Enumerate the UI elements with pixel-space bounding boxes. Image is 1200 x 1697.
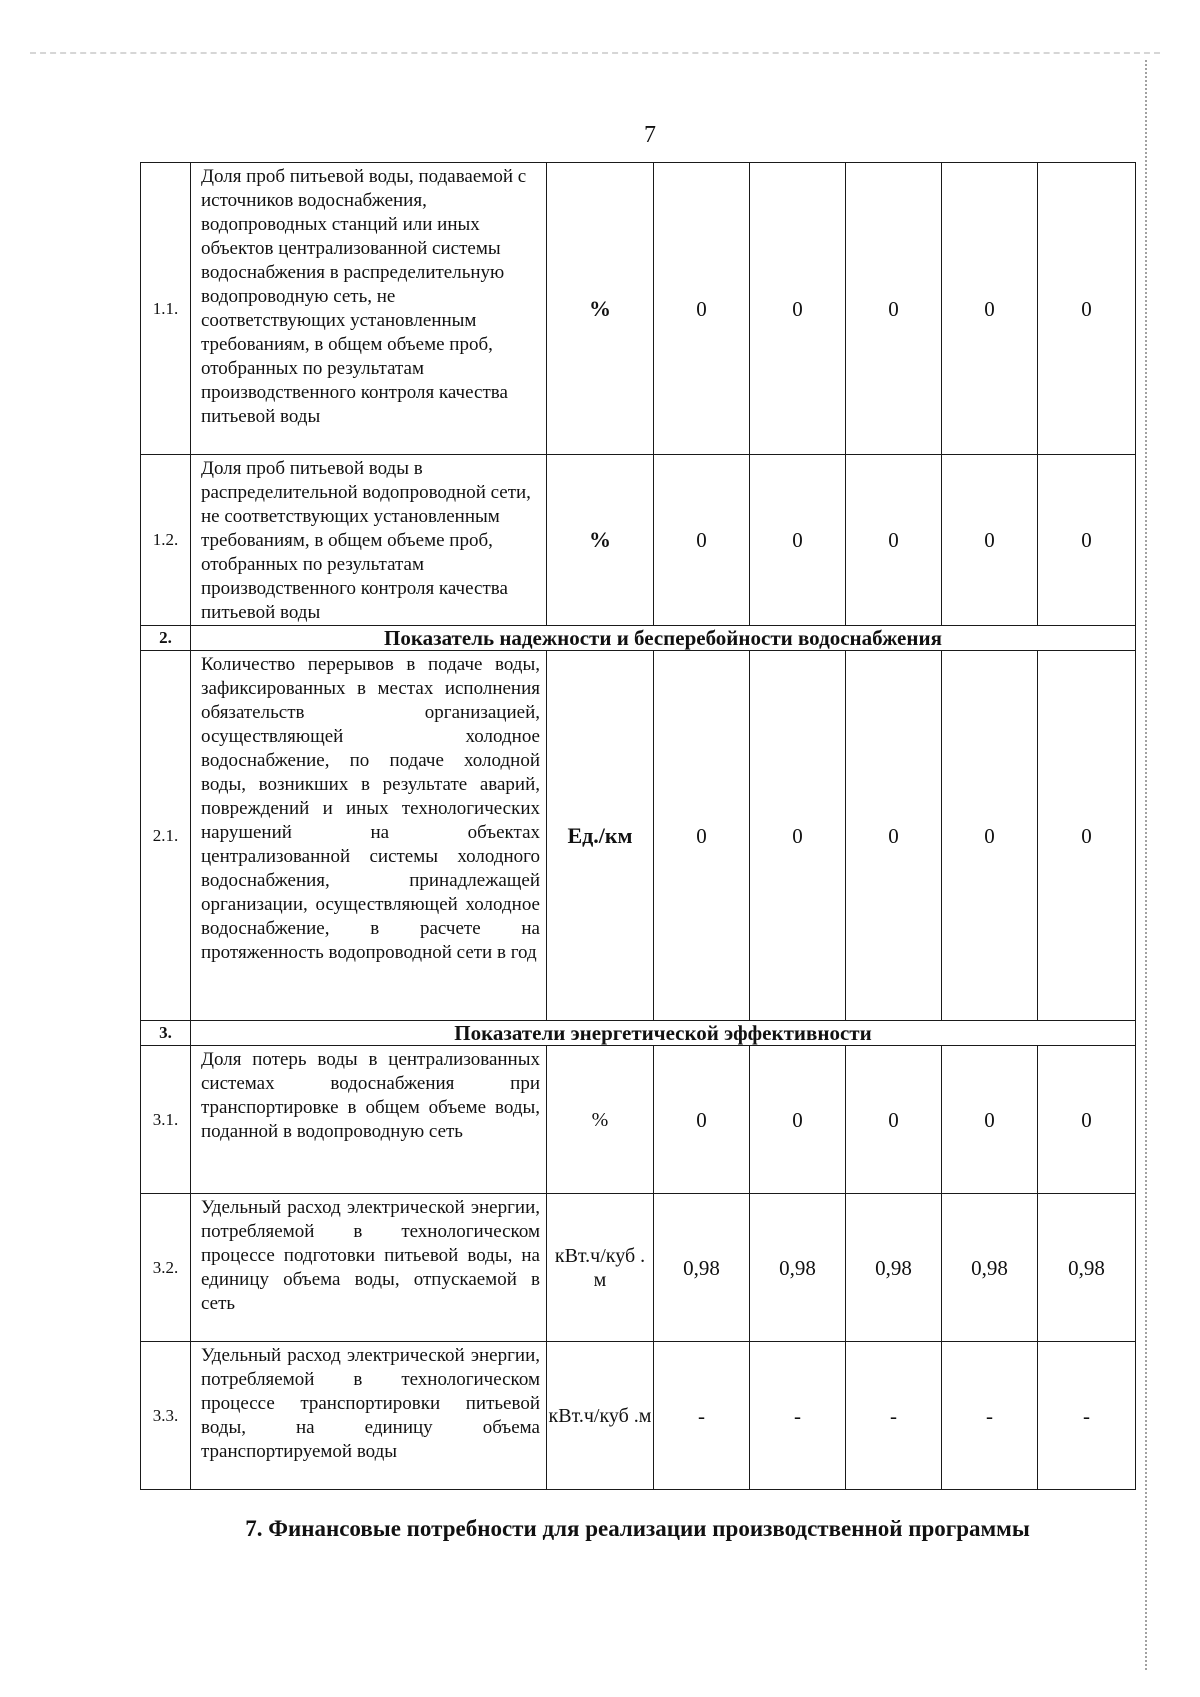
indicator-description: Доля проб питьевой воды, подаваемой с источников водоснабжения, водопроводных станций или иных объектов централизованной системы водоснабжения в распределительную водопроводную сеть, не соответствующих установленным требованиям, в общем объеме проб, отобранных по результатам производственного контроля качества питьевой воды	[191, 163, 547, 455]
unit-cell: кВт.ч/куб .м	[547, 1342, 654, 1490]
section-number: 3.	[141, 1021, 191, 1046]
section-heading-financial-needs: 7. Финансовые потребности для реализации производственной программы	[245, 1516, 1030, 1541]
row-number: 1.2.	[141, 455, 191, 626]
value-cell: 0	[846, 163, 942, 455]
value-cell: 0	[942, 651, 1038, 1021]
value-cell: 0	[654, 1046, 750, 1194]
indicator-description: Доля потерь воды в централизованных системах водоснабжения при транспортировке в общем объеме воды, поданной в водопроводную сеть	[191, 1046, 547, 1194]
value-cell: 0	[942, 1046, 1038, 1194]
value-cell: 0	[654, 163, 750, 455]
value-cell: -	[654, 1342, 750, 1490]
table-row	[141, 1194, 1136, 1342]
unit-cell: %	[547, 455, 654, 626]
value-cell: -	[846, 1342, 942, 1490]
indicator-description: Удельный расход электрической энергии, потребляемой в технологическом процессе транспортировки питьевой воды, на единицу объема транспортируемой воды	[191, 1342, 547, 1490]
table-row	[141, 455, 1136, 626]
value-cell: 0,98	[750, 1194, 846, 1342]
page-number: 7	[644, 122, 656, 148]
table-row	[141, 1046, 1136, 1194]
value-cell: 0	[1038, 163, 1136, 455]
value-cell: 0,98	[654, 1194, 750, 1342]
value-cell: 0	[750, 163, 846, 455]
section-number: 2.	[141, 626, 191, 651]
section-title: Показатели энергетической эффективности	[191, 1021, 1136, 1046]
indicators-table	[140, 162, 1136, 1490]
value-cell: 0	[846, 651, 942, 1021]
section-row	[141, 626, 1136, 651]
unit-cell: %	[547, 163, 654, 455]
section-title: Показатель надежности и бесперебойности водоснабжения	[191, 626, 1136, 651]
value-cell: 0	[1038, 1046, 1136, 1194]
value-cell: -	[1038, 1342, 1136, 1490]
unit-cell: Ед./км	[547, 651, 654, 1021]
table-row	[141, 651, 1136, 1021]
section-row	[141, 1021, 1136, 1046]
value-cell: -	[750, 1342, 846, 1490]
indicator-description: Количество перерывов в подаче воды, зафиксированных в местах исполнения обязательств организацией, осуществляющей холодное водоснабжение, по подаче холодной воды, возникших в результате аварий, повреждений и иных технологических нарушений на объектах централизованной системы холодного водоснабжения, принадлежащей организации, осуществляющей холодное водоснабжение, в расчете на протяженность водопроводной сети в год	[191, 651, 547, 1021]
table-row	[141, 1342, 1136, 1490]
value-cell: 0	[846, 1046, 942, 1194]
value-cell: 0	[750, 651, 846, 1021]
value-cell: 0	[750, 1046, 846, 1194]
indicator-description: Доля проб питьевой воды в распределительной водопроводной сети, не соответствующих установленным требованиям, в общем объеме проб, отобранных по результатам производственного контроля качества питьевой воды	[191, 455, 547, 626]
value-cell: 0	[1038, 651, 1136, 1021]
value-cell: 0	[654, 455, 750, 626]
value-cell: 0	[846, 455, 942, 626]
scan-artifact-right-edge	[1145, 60, 1147, 1670]
scan-artifact-top	[30, 52, 1160, 54]
row-number: 1.1.	[141, 163, 191, 455]
value-cell: 0,98	[846, 1194, 942, 1342]
value-cell: 0	[1038, 455, 1136, 626]
indicator-description: Удельный расход электрической энергии, потребляемой в технологическом процессе подготовки питьевой воды, на единицу объема воды, отпускаемой в сеть	[191, 1194, 547, 1342]
row-number: 2.1.	[141, 651, 191, 1021]
unit-cell: кВт.ч/куб . м	[547, 1194, 654, 1342]
table-row	[141, 163, 1136, 455]
row-number: 3.2.	[141, 1194, 191, 1342]
value-cell: 0,98	[942, 1194, 1038, 1342]
value-cell: 0	[750, 455, 846, 626]
value-cell: 0,98	[1038, 1194, 1136, 1342]
unit-cell: %	[547, 1046, 654, 1194]
value-cell: -	[942, 1342, 1038, 1490]
value-cell: 0	[942, 455, 1038, 626]
row-number: 3.3.	[141, 1342, 191, 1490]
value-cell: 0	[942, 163, 1038, 455]
value-cell: 0	[654, 651, 750, 1021]
row-number: 3.1.	[141, 1046, 191, 1194]
